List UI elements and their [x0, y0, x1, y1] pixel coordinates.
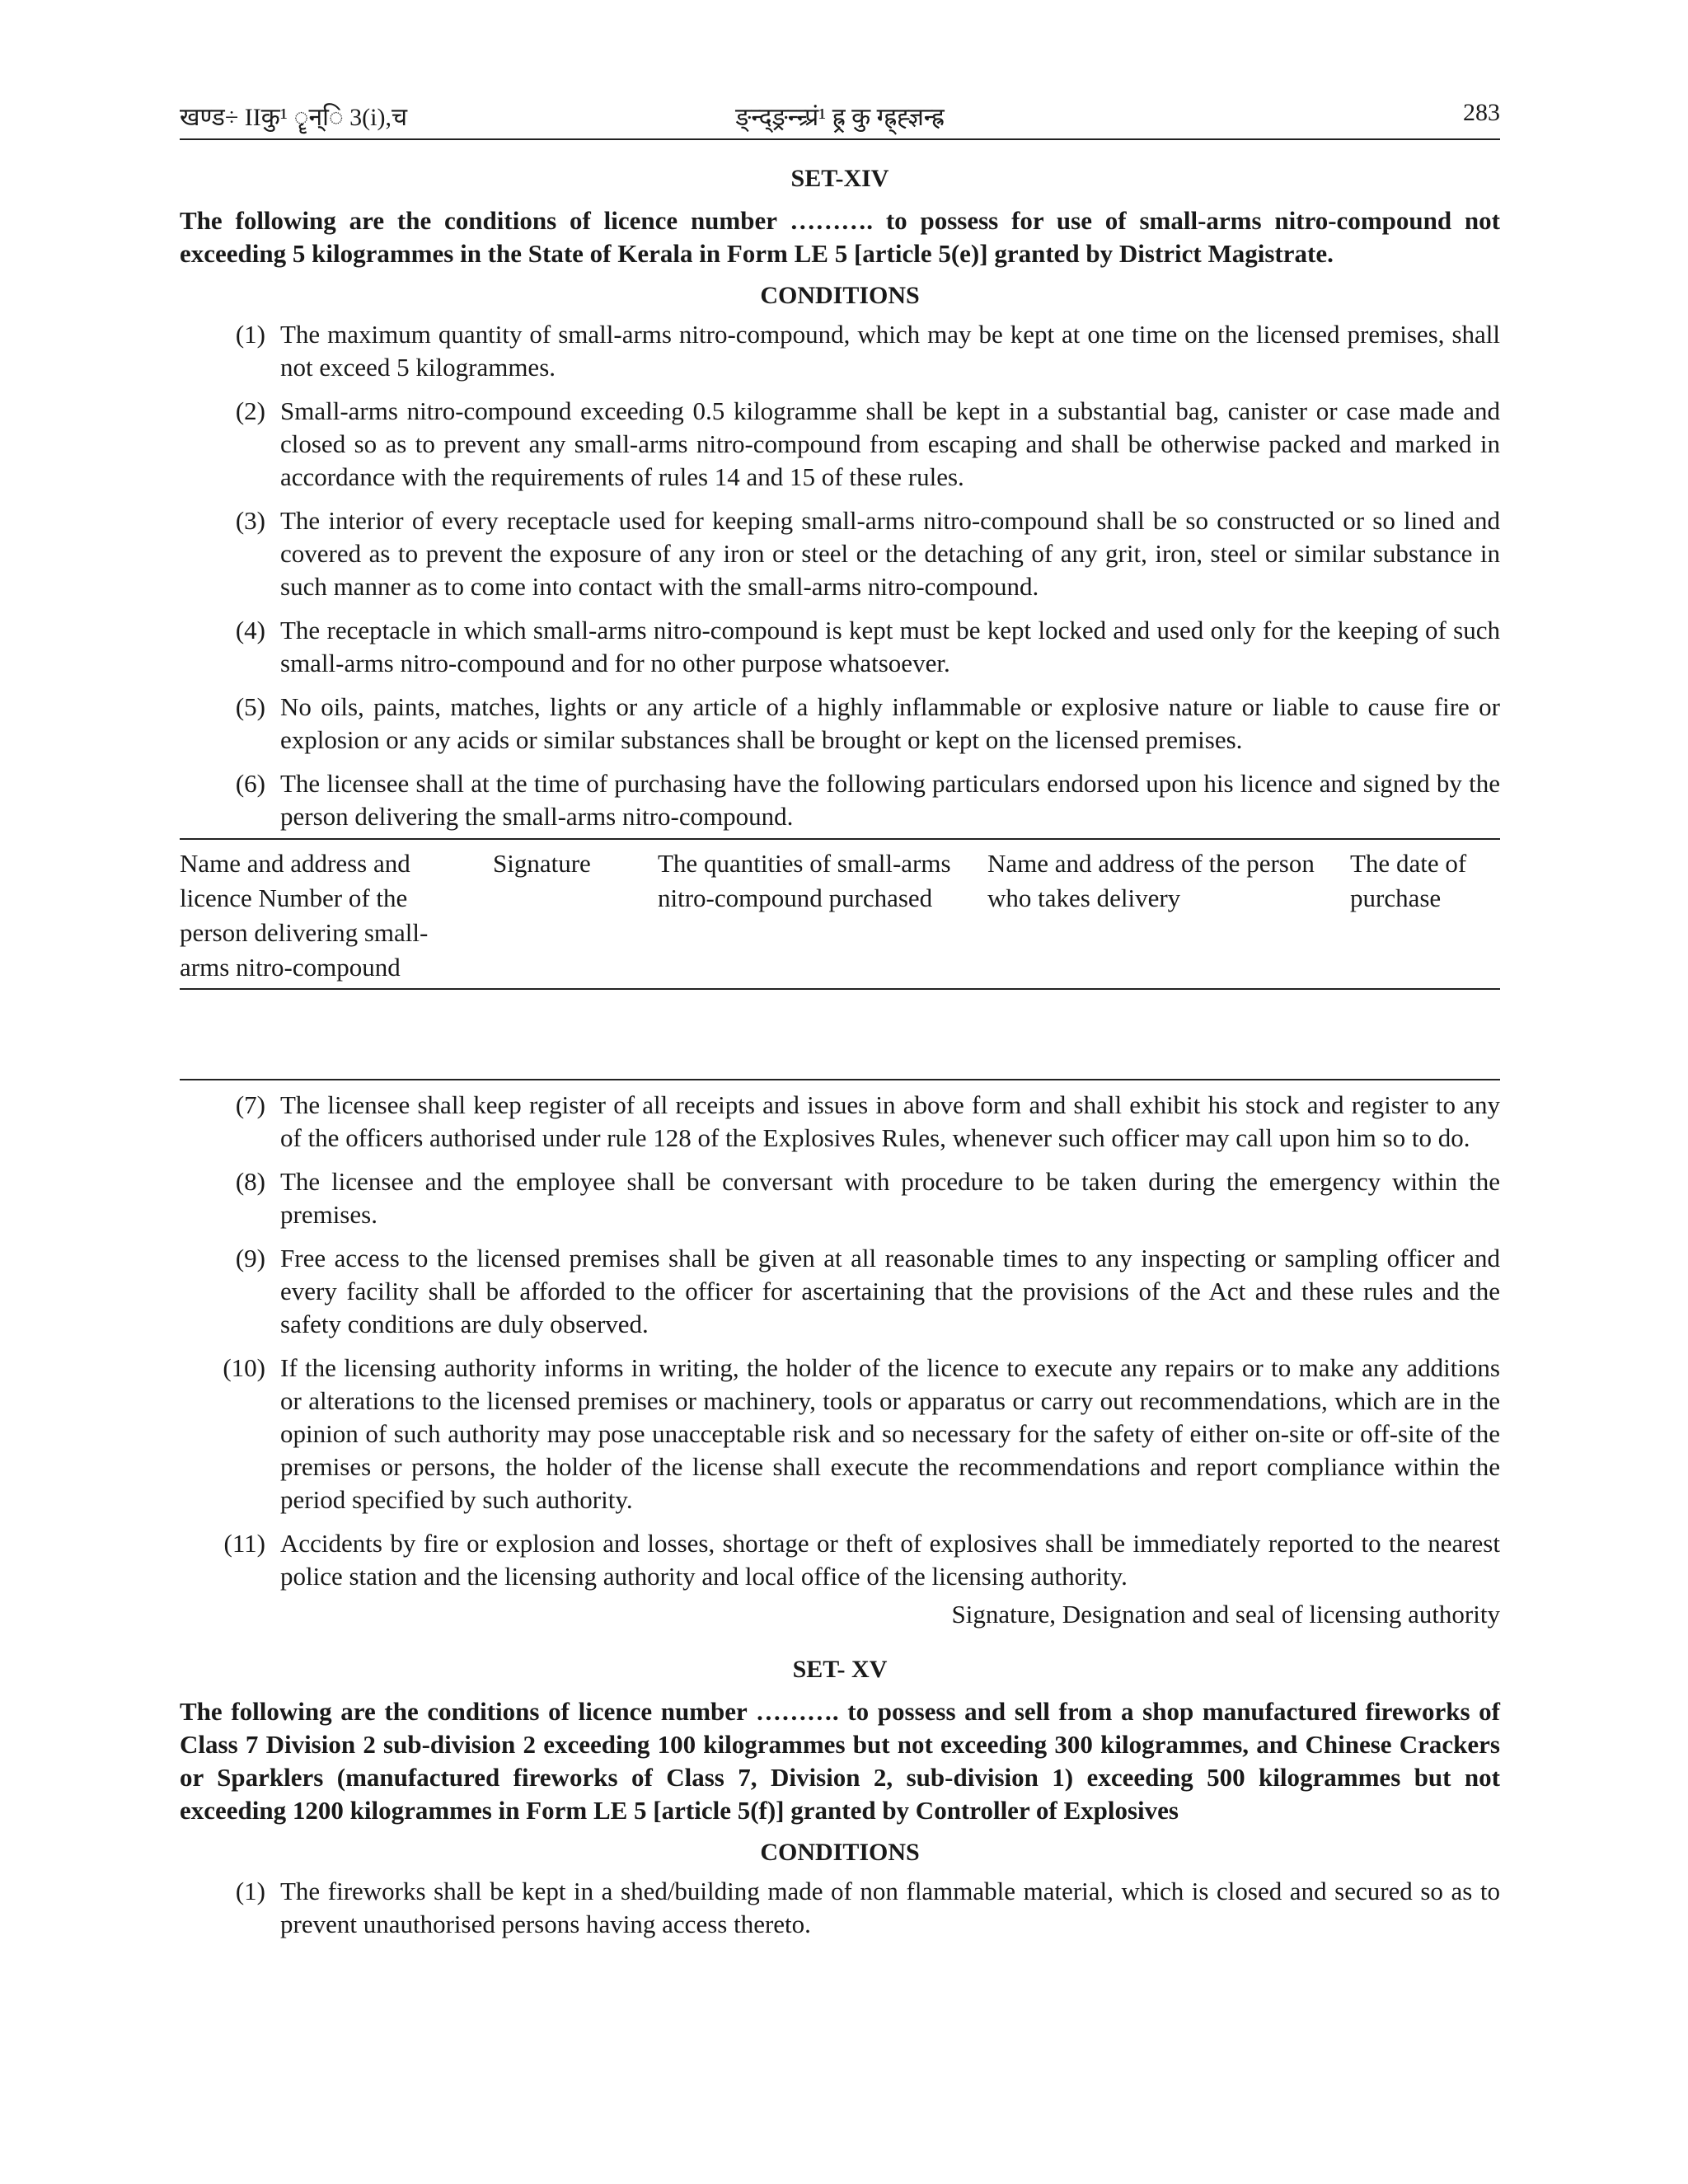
- condition-item: [180, 691, 1500, 757]
- condition-item: [180, 1875, 1500, 1941]
- condition-item: [180, 1089, 1500, 1155]
- header-gazette-title: ङ्न्द्ङ्रन्न्र्प्रं¹ ह्र्र कु ग्ह्र्ह्ज्ञन्ह्र: [735, 104, 945, 131]
- set-xv-conditions-list: [180, 1875, 1500, 1941]
- set-xv-conditions-title: CONDITIONS: [760, 1839, 920, 1866]
- condition-text: The licensee shall keep register of all receipts and issues in above form and shall exhibit his stock and register to any of the officers authorised under rule 128 of the Explosives Rules, whenever such officer may call upon him so to do.: [280, 1090, 1500, 1152]
- condition-number: (7): [235, 1090, 265, 1119]
- condition-number: (2): [235, 396, 265, 425]
- set-xiv-conditions-list-b: [180, 1089, 1500, 1593]
- condition-text: The receptacle in which small-arms nitro-compound is kept must be kept locked and used only for the keeping of such small-arms nitro-compound and for no other purpose whatsoever.: [280, 616, 1500, 677]
- column-header-quantities: The quantities of small-arms nitro-compound purchased: [658, 849, 951, 912]
- condition-item: [180, 318, 1500, 384]
- condition-item: [180, 1527, 1500, 1593]
- condition-number: (5): [235, 692, 265, 721]
- header-part-section: खण्ड÷ IIकु¹ ॄन्ि 3(i),च: [180, 104, 408, 131]
- set-xiv-intro: The following are the conditions of licence number ………. to possess for use of small-arms nitro-compound not exceeding 5 kilogrammes in the State of Kerala in Form LE 5 [article 5(e)] granted by District Magistrate.: [180, 206, 1500, 268]
- set-xiv-conditions-list-a: [180, 318, 1500, 833]
- condition-item: [180, 1242, 1500, 1341]
- condition-item: [180, 767, 1500, 833]
- table-header-row: [180, 839, 1500, 989]
- condition-item: [180, 504, 1500, 603]
- set-xiv-conditions-title: CONDITIONS: [760, 282, 920, 309]
- condition-text: The licensee and the employee shall be conversant with procedure to be taken during the emergency within the premises.: [280, 1167, 1500, 1229]
- condition-number: (1): [235, 1877, 265, 1905]
- condition-number: (10): [223, 1353, 265, 1382]
- set-xv-title: SET- XV: [792, 1656, 888, 1683]
- condition-text: No oils, paints, matches, lights or any article of a highly inflammable or explosive nature or liable to cause fire or explosion or any acids or similar substances shall be brought or kept on the licensed premises.: [280, 692, 1500, 754]
- table-end-divider: [180, 1079, 1500, 1080]
- condition-item: [180, 1165, 1500, 1231]
- condition-number: (9): [235, 1244, 265, 1272]
- header-divider: [180, 138, 1500, 140]
- condition-text: The fireworks shall be kept in a shed/building made of non flammable material, which is closed and secured so as to prevent unauthorised persons having access thereto.: [280, 1877, 1500, 1938]
- purchase-particulars-table: [180, 838, 1500, 990]
- condition-number: (3): [235, 506, 265, 535]
- condition-number: (1): [235, 320, 265, 349]
- document-page: [180, 99, 1500, 1952]
- condition-item: [180, 1352, 1500, 1516]
- condition-number: (4): [235, 616, 265, 644]
- column-header-date: The date of purchase: [1350, 849, 1467, 912]
- page-number: 283: [1463, 99, 1500, 126]
- condition-item: [180, 614, 1500, 680]
- column-header-receiver: Name and address of the person who takes delivery: [987, 849, 1315, 912]
- condition-text: The licensee shall at the time of purchasing have the following particulars endorsed upon his licence and signed by the person delivering the small-arms nitro-compound.: [280, 769, 1500, 831]
- signature-line: Signature, Designation and seal of licensing authority: [951, 1600, 1500, 1629]
- condition-item: [180, 395, 1500, 494]
- condition-text: The maximum quantity of small-arms nitro-compound, which may be kept at one time on the licensed premises, shall not exceed 5 kilogrammes.: [280, 320, 1500, 382]
- condition-text: Free access to the licensed premises shall be given at all reasonable times to any inspecting or sampling officer and every facility shall be afforded to the officer for ascertaining that the provisions of the Act and these rules and the safety conditions are duly observed.: [280, 1244, 1500, 1338]
- condition-text: If the licensing authority informs in writing, the holder of the licence to execute any repairs or to make any additions or alterations to the licensed premises or machinery, tools or apparatus or carry out recommendations, which are in the opinion of such authority may pose unacceptable risk and so necessary for the safety of either on-site or off-site of the premises or persons, the holder of the license shall execute the recommendations and report compliance within the period specified by such authority.: [280, 1353, 1500, 1514]
- column-header-deliverer: Name and address and licence Number of the person delivering small-arms nitro-compound: [180, 849, 429, 982]
- condition-text: The interior of every receptacle used for keeping small-arms nitro-compound shall be so constructed or so lined and covered as to prevent the exposure of any iron or steel or the detaching of any grit, iron, steel or similar substance in such manner as to come into contact with the small-arms nitro-compound.: [280, 506, 1500, 601]
- condition-text: Accidents by fire or explosion and losses, shortage or theft of explosives shall be immediately reported to the nearest police station and the licensing authority and local office of the licensing authority.: [280, 1529, 1500, 1591]
- page-header: [180, 99, 1500, 135]
- condition-number: (6): [235, 769, 265, 798]
- condition-text: Small-arms nitro-compound exceeding 0.5 kilogramme shall be kept in a substantial bag, canister or case made and closed so as to prevent any small-arms nitro-compound from escaping and shall be otherwise packed and marked in accordance with the requirements of rules 14 and 15 of these rules.: [280, 396, 1500, 491]
- column-header-signature: Signature: [493, 849, 591, 878]
- condition-number: (11): [223, 1529, 265, 1558]
- condition-number: (8): [235, 1167, 265, 1196]
- set-xv-intro: The following are the conditions of licence number ………. to possess and sell from a shop manufactured fireworks of Class 7 Division 2 sub-division 2 exceeding 100 kilogrammes but not exceeding 300 kilogrammes, and Chinese Crackers or Sparklers (manufactured fireworks of Class 7, Division 2, sub-division 1) exceeding 500 kilogrammes but not exceeding 1200 kilogrammes in Form LE 5 [article 5(f)] granted by Controller of Explosives: [180, 1697, 1500, 1825]
- set-xiv-title: SET-XIV: [790, 165, 889, 192]
